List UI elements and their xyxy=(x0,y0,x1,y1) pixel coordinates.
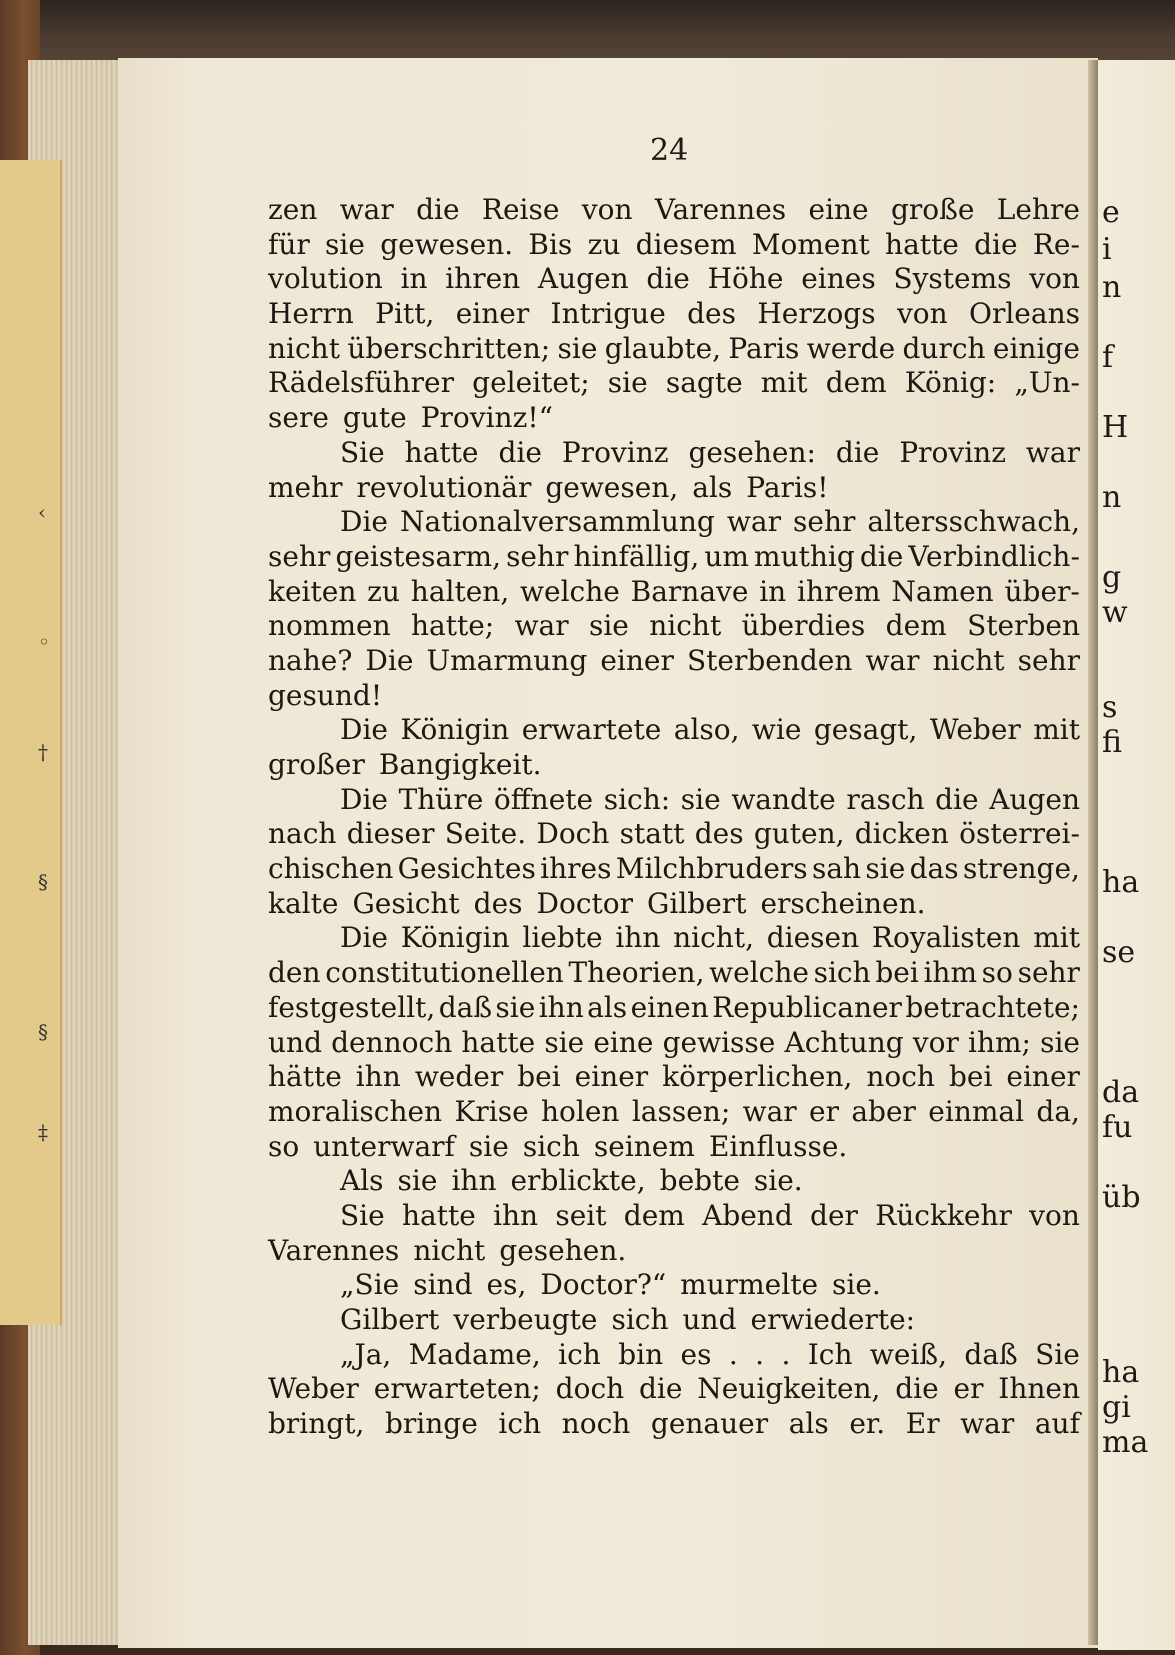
facing-page-fragment: n xyxy=(1102,270,1122,305)
text-line: Sie hatte ihn seit dem Abend der Rückkehr von xyxy=(340,1198,1080,1232)
text-line: nommen hatte; war sie nicht überdies dem Sterben xyxy=(268,609,1080,643)
facing-page-fragment: da xyxy=(1102,1075,1140,1110)
text-line: chischen Gesichtes ihres Milchbruders sah sie das strenge, xyxy=(268,852,1080,886)
text-line: zen war die Reise von Varennes eine große Lehre xyxy=(268,193,1080,226)
text-line: nicht überschritten; sie glaubte, Paris werde durch einige xyxy=(268,331,1080,365)
facing-page-fragment: se xyxy=(1102,935,1136,970)
facing-page-fragment: g xyxy=(1102,560,1122,595)
text-line: Als sie ihn erblickte, bebte sie. xyxy=(340,1164,803,1198)
text-line: so unterwarf sie sich seinem Einflusse. xyxy=(268,1129,848,1163)
text-line: für sie gewesen. Bis zu diesem Moment hatte die Re- xyxy=(268,227,1080,261)
text-line: kalte Gesicht des Doctor Gilbert erscheinen. xyxy=(268,886,926,920)
text-line: Die Thüre öffnete sich: sie wandte rasch die Augen xyxy=(340,782,1080,816)
facing-page-fragment: s xyxy=(1102,690,1118,725)
text-line: hätte ihn weder bei einer körperlichen, noch bei einer xyxy=(268,1060,1080,1094)
text-line: den constitutionellen Theorien, welche sich bei ihm so sehr xyxy=(268,956,1080,990)
ornament-icon: ‹ xyxy=(38,500,46,524)
facing-page-fragment: n xyxy=(1102,480,1122,515)
text-line: moralischen Krise holen lassen; war er aber einmal da, xyxy=(268,1094,1080,1128)
facing-page-fragment: ha xyxy=(1102,865,1140,900)
facing-page-fragment: ma xyxy=(1102,1425,1149,1460)
facing-page-fragment: i xyxy=(1102,232,1112,267)
body-text xyxy=(268,193,1080,1442)
facing-page-fragment: H xyxy=(1102,410,1129,445)
page-number: 24 xyxy=(650,133,689,168)
text-line: und dennoch hatte sie eine gewisse Achtung vor ihm; sie xyxy=(268,1025,1080,1059)
text-line: Sie hatte die Provinz gesehen: die Provinz war xyxy=(340,435,1080,469)
facing-page xyxy=(1098,60,1175,1650)
ornament-icon: ‡ xyxy=(38,1120,48,1144)
text-line: keiten zu halten, welche Barnave in ihrem Namen über- xyxy=(268,574,1080,608)
facing-page-fragment: fu xyxy=(1102,1110,1133,1145)
facing-page-fragment: üb xyxy=(1102,1180,1141,1215)
facing-page-fragment: gi xyxy=(1102,1390,1131,1425)
text-line: sehr geistesarm, sehr hinfällig, um muthig die Verbindlich- xyxy=(268,539,1080,573)
text-line: „Ja, Madame, ich bin es . . . Ich weiß, daß Sie xyxy=(340,1337,1080,1371)
text-line: volution in ihren Augen die Höhe eines Systems von xyxy=(268,262,1080,296)
text-line: bringt, bringe ich noch genauer als er. Er war auf xyxy=(268,1407,1080,1441)
ornament-icon: § xyxy=(38,1020,48,1044)
text-line: nach dieser Seite. Doch statt des guten, dicken österrei- xyxy=(268,817,1080,851)
text-line: nahe? Die Umarmung einer Sterbenden war nicht sehr xyxy=(268,643,1080,677)
ornament-icon: † xyxy=(38,740,48,764)
book-gutter xyxy=(1088,60,1098,1645)
text-line: Herrn Pitt, einer Intrigue des Herzogs von Orleans xyxy=(268,297,1080,331)
facing-page-fragment: w xyxy=(1102,595,1128,630)
facing-page-fragment: f xyxy=(1102,340,1114,375)
text-line: gesund! xyxy=(268,678,383,712)
ornament-icon: § xyxy=(38,870,48,894)
text-line: Die Königin erwartete also, wie gesagt, Weber mit xyxy=(340,713,1080,747)
bookmark-strip xyxy=(0,160,62,1325)
facing-page-fragment: fi xyxy=(1102,725,1123,760)
text-line: Rädelsführer geleitet; sie sagte mit dem König: „Un- xyxy=(268,366,1080,400)
text-line: Die Nationalversammlung war sehr altersschwach, xyxy=(340,505,1080,539)
facing-page-fragment: e xyxy=(1102,195,1120,230)
text-line: Weber erwarteten; doch die Neuigkeiten, die er Ihnen xyxy=(268,1372,1080,1406)
text-line: Gilbert verbeugte sich und erwiederte: xyxy=(340,1303,916,1336)
text-line: Varennes nicht gesehen. xyxy=(268,1233,627,1267)
text-line: „Sie sind es, Doctor?“ murmelte sie. xyxy=(340,1268,881,1302)
ornament-icon: ◦ xyxy=(38,630,50,654)
text-line: sere gute Provinz!“ xyxy=(268,401,553,435)
text-line: mehr revolutionär gewesen, als Paris! xyxy=(268,470,829,504)
text-line: großer Bangigkeit. xyxy=(268,748,542,781)
text-line: festgestellt, daß sie ihn als einen Republicaner betrachtete; xyxy=(268,990,1080,1024)
text-line: Die Königin liebte ihn nicht, diesen Royalisten mit xyxy=(340,921,1080,955)
facing-page-fragment: ha xyxy=(1102,1355,1140,1390)
